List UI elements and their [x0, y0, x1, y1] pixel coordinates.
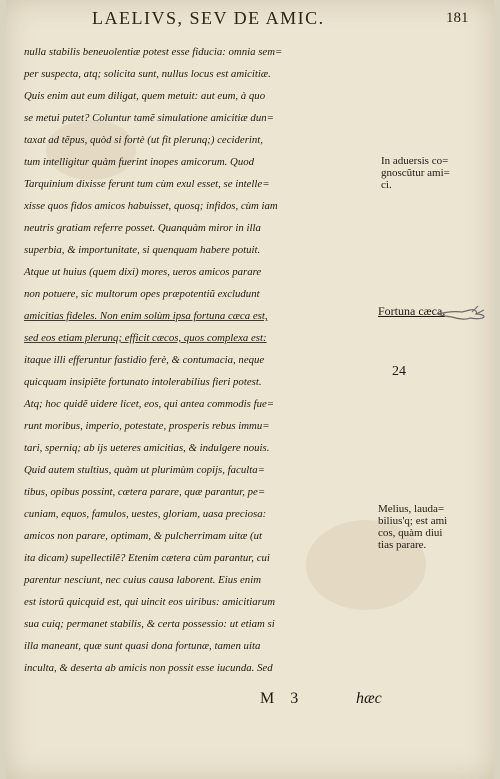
text-line: Atq; hoc quidẽ uidere licet, eos, qui antea commodis fue=	[24, 398, 275, 410]
body-text	[24, 41, 384, 679]
text-line: tari, sperniq; ab ijs ueteres amicitias, & indulgere nouis.	[24, 442, 270, 454]
margin-number: 24	[392, 364, 406, 379]
underlined-text: sed eos etiam plerunq; efficit cæcos, quos complexa est:	[24, 332, 267, 344]
text-line: amicos non parare, optimam, & pulcherrimam uitæ (ut	[24, 530, 263, 542]
text-line: superbia, & importunitate, si quenquam habere potuit.	[24, 244, 261, 256]
page-footer	[6, 690, 494, 714]
text-line: nulla stabilis beneuolentiæ potest esse fiducia: omnia sem=	[24, 46, 283, 58]
text-line: quicquam insipiẽte fortunato intolerabilius fieri potest.	[24, 376, 262, 388]
text-line-underlined	[24, 305, 384, 327]
signature-mark: M 3	[260, 690, 305, 707]
margin-note-adversis: In aduersis co= gnoscũtur ami= ci.	[381, 155, 450, 191]
text-line: Atque ut huius (quem dixi) mores, ueros amicos parare	[24, 266, 262, 278]
text-line: xisse quos fidos amicos habuisset, quosq; infidos, cùm iam	[24, 200, 278, 212]
text-line: taxat ad tẽpus, quòd si fortè (ut fit plerunq;) ceciderint,	[24, 134, 263, 146]
folio-number: 181	[446, 10, 469, 26]
margin-note-fortuna: Fortuna cæca.	[378, 304, 446, 318]
manicule-icon	[436, 302, 488, 324]
text-line-underlined	[24, 327, 384, 349]
text-line: tibus, opibus possint, cætera parare, quæ parantur, pe=	[24, 486, 266, 498]
text-line: Quis enim aut eum diligat, quem metuit: aut eum, à quo	[24, 90, 266, 102]
text-line: Tarquinium dixisse ferunt tum cùm exul esset, se intelle=	[24, 178, 270, 190]
text-line: inculta, & deserta ab amicis non possit esse iucunda. Sed	[24, 662, 273, 674]
text-line: Quid autem stultius, quàm ut plurimùm copijs, faculta=	[24, 464, 265, 476]
text-line: ita dicam) supellectilẽ? Etenim cætera cùm parantur, cui	[24, 552, 270, 564]
text-line: itaque illi efferuntur fastidio ferè, & contumacia, neque	[24, 354, 265, 366]
text-line: est istorũ quicquid est, qui uincit eos uiribus: amicitiarum	[24, 596, 276, 608]
text-line: tum intelligitur quàm fuerint inopes amicorum. Quod	[24, 156, 255, 168]
text-line: cuniam, equos, famulos, uestes, gloriam, uasa preciosa:	[24, 508, 267, 520]
text-line: sua cuiq; permanet stabilis, & certa possessio: ut etiam si	[24, 618, 275, 630]
text-line: parentur nesciunt, nec cuius causa laborent. Eius enim	[24, 574, 261, 586]
text-line: neutris gratiam referre posset. Quanquàm miror in illa	[24, 222, 261, 234]
book-page	[6, 0, 494, 779]
running-title: LAELIVS, SEV DE AMIC.	[92, 8, 325, 28]
margin-note-melius: Melius, lauda= bilius'q; est ami cos, quàm diui tias parare.	[378, 503, 448, 551]
underlined-text: amicitias fideles. Non enim solùm ipsa fortuna cæca est,	[24, 310, 268, 322]
text-line: per suspecta, atq; solicita sunt, nullus locus est amicitiæ.	[24, 68, 271, 80]
catchword: hæc	[356, 690, 382, 707]
text-line: illa maneant, quæ sunt quasi dona fortunæ, tamen uita	[24, 640, 261, 652]
text-line: se metui putet? Coluntur tamẽ simulatione amicitiæ dun=	[24, 112, 274, 124]
text-line: runt moribus, imperio, potestate, prosperis rebus immu=	[24, 420, 270, 432]
text-line: non potuere, sic multorum opes præpotentiũ excludunt	[24, 288, 260, 300]
